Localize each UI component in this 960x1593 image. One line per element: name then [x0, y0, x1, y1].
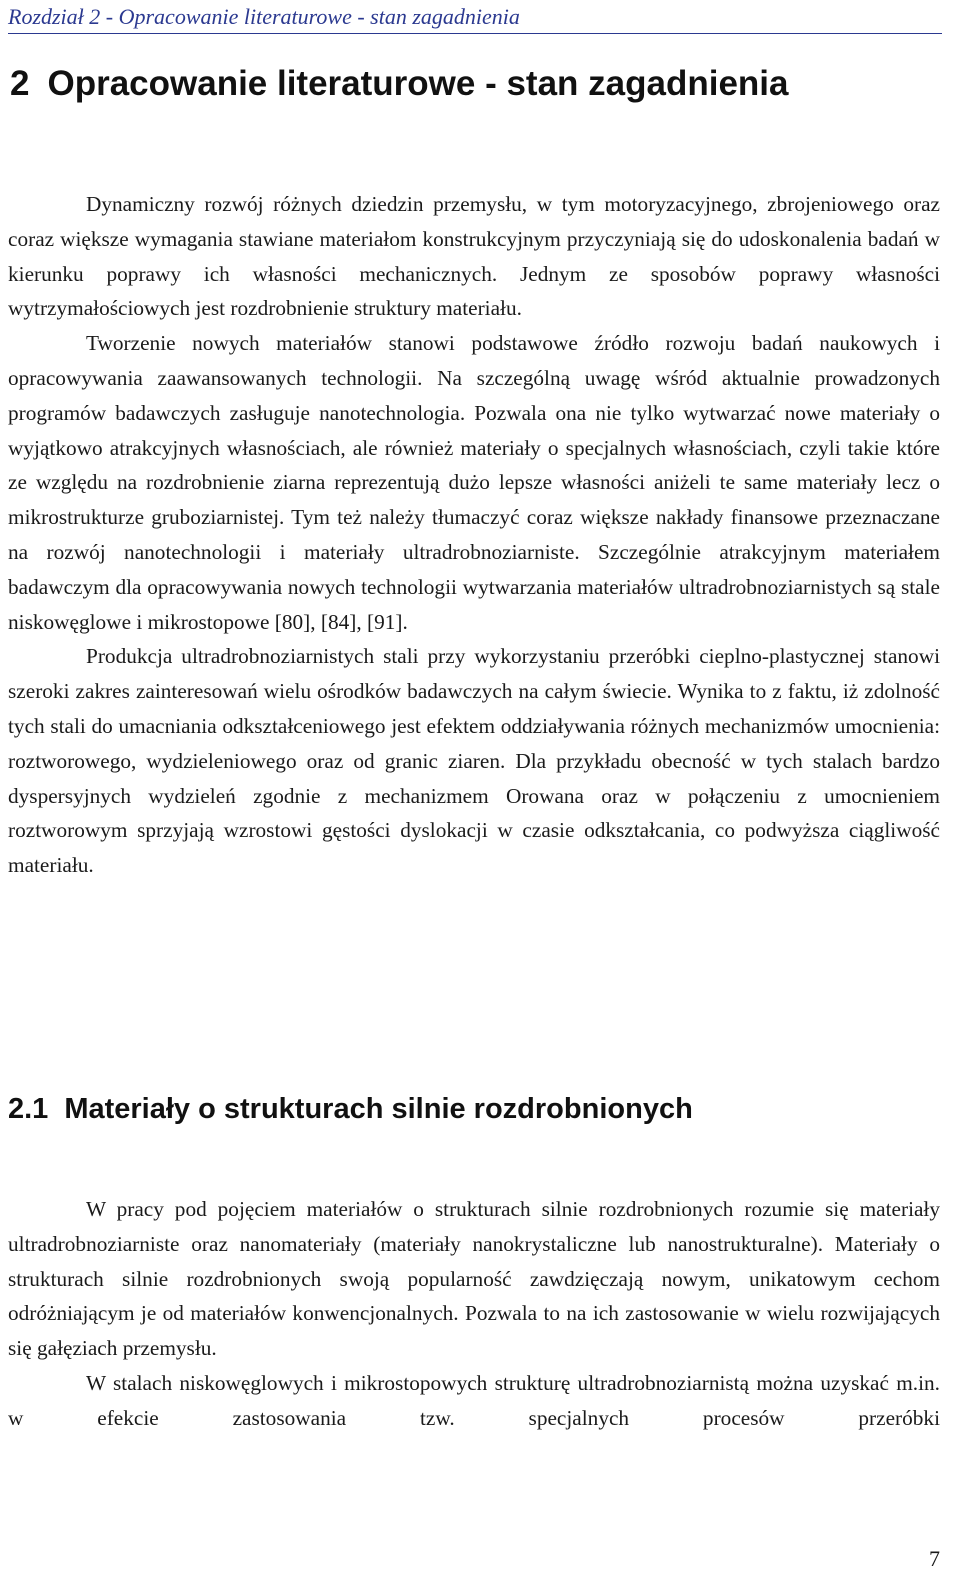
page-number: 7: [929, 1546, 940, 1571]
paragraph: Dynamiczny rozwój różnych dziedzin przemysłu, w tym motoryzacyjnego, zbrojeniowego oraz coraz większe wymagania stawiane materiałom konstrukcyjnym przyczyniają się do udoskonalenia badań w kierunku poprawy ich własności mechanicznych. Jednym ze sposobów poprawy własności wytrzymałościowych jest rozdrobnienie struktury materiału.: [8, 192, 940, 321]
paragraph: Produkcja ultradrobnoziarnistych stali przy wykorzystaniu przeróbki cieplno-plastycznej stanowi szeroki zakres zainteresowań wielu ośrodków badawczych na całym świecie. Wynika to z faktu, iż zdolność tych stali do umacniania odkształceniowego jest efektem oddziaływania różnych mechanizmów umocnienia: roztworowego, wydzieleniowego oraz od granic ziaren. Dla przykładu obecność w tych stalach bardzo dyspersyjnych wydzieleń zgodnie z mechanizmem Orowana oraz w połączeniu z umocnieniem roztworowym sprzyjają wzrostowi gęstości dyslokacji w czasie odkształcania, co podwyższa ciągliwość materiału.: [8, 644, 940, 878]
section-title-text: Materiały o strukturach silnie rozdrobnionych: [64, 1093, 693, 1125]
chapter-title-text: Opracowanie literaturowe - stan zagadnienia: [47, 64, 789, 103]
paragraph: W pracy pod pojęciem materiałów o strukturach silnie rozdrobnionych rozumie się materiały ultradrobnoziarniste oraz nanomateriały (materiały nanokrystaliczne lub nanostrukturalne). Materiały o strukturach silnie rozdrobnionych swoją popularność zawdzięczają nowym, unikatowym cechom odróżniającym je od materiałów konwencjonalnych. Pozwala to na ich zastosowanie w wielu rozwijających się gałęziach przemysłu.: [8, 1197, 940, 1361]
chapter-title: [10, 62, 788, 106]
section-text: [8, 1192, 940, 1436]
section-title: [8, 1090, 693, 1128]
running-header: Rozdział 2 - Opracowanie literaturowe - stan zagadnienia: [8, 4, 942, 34]
paragraph: W stalach niskowęglowych i mikrostopowych strukturę ultradrobnoziarnistą można uzyskać m.in. w efekcie zastosowania tzw. specjalnych procesów przeróbki: [8, 1370, 940, 1430]
intro-text: [8, 187, 940, 883]
section-number: 2.1: [8, 1093, 49, 1125]
paragraph: Tworzenie nowych materiałów stanowi podstawowe źródło rozwoju badań naukowych i opracowywania zaawansowanych technologii. Na szczególną uwagę wśród aktualnie prowadzonych programów badawczych zasługuje nanotechnologia. Pozwala ona nie tylko wytwarzać nowe materiały o wyjątkowo atrakcyjnych własnościach, ale również materiały o specjalnych własnościach, czyli takie które ze względu na rozdrobnienie ziarna reprezentują dużo lepsze własności aniżeli te same materiały lecz o mikrostrukturze gruboziarnistej. Tym też należy tłumaczyć coraz większe nakłady finansowe przeznaczane na rozwój nanotechnologii i materiały ultradrobnoziarniste. Szczególnie atrakcyjnym materiałem badawczym dla opracowywania nowych technologii wytwarzania materiałów ultradrobnoziarnistych są stale niskowęglowe i mikrostopowe [80], [84], [91].: [8, 331, 940, 634]
chapter-number: 2: [10, 64, 30, 103]
